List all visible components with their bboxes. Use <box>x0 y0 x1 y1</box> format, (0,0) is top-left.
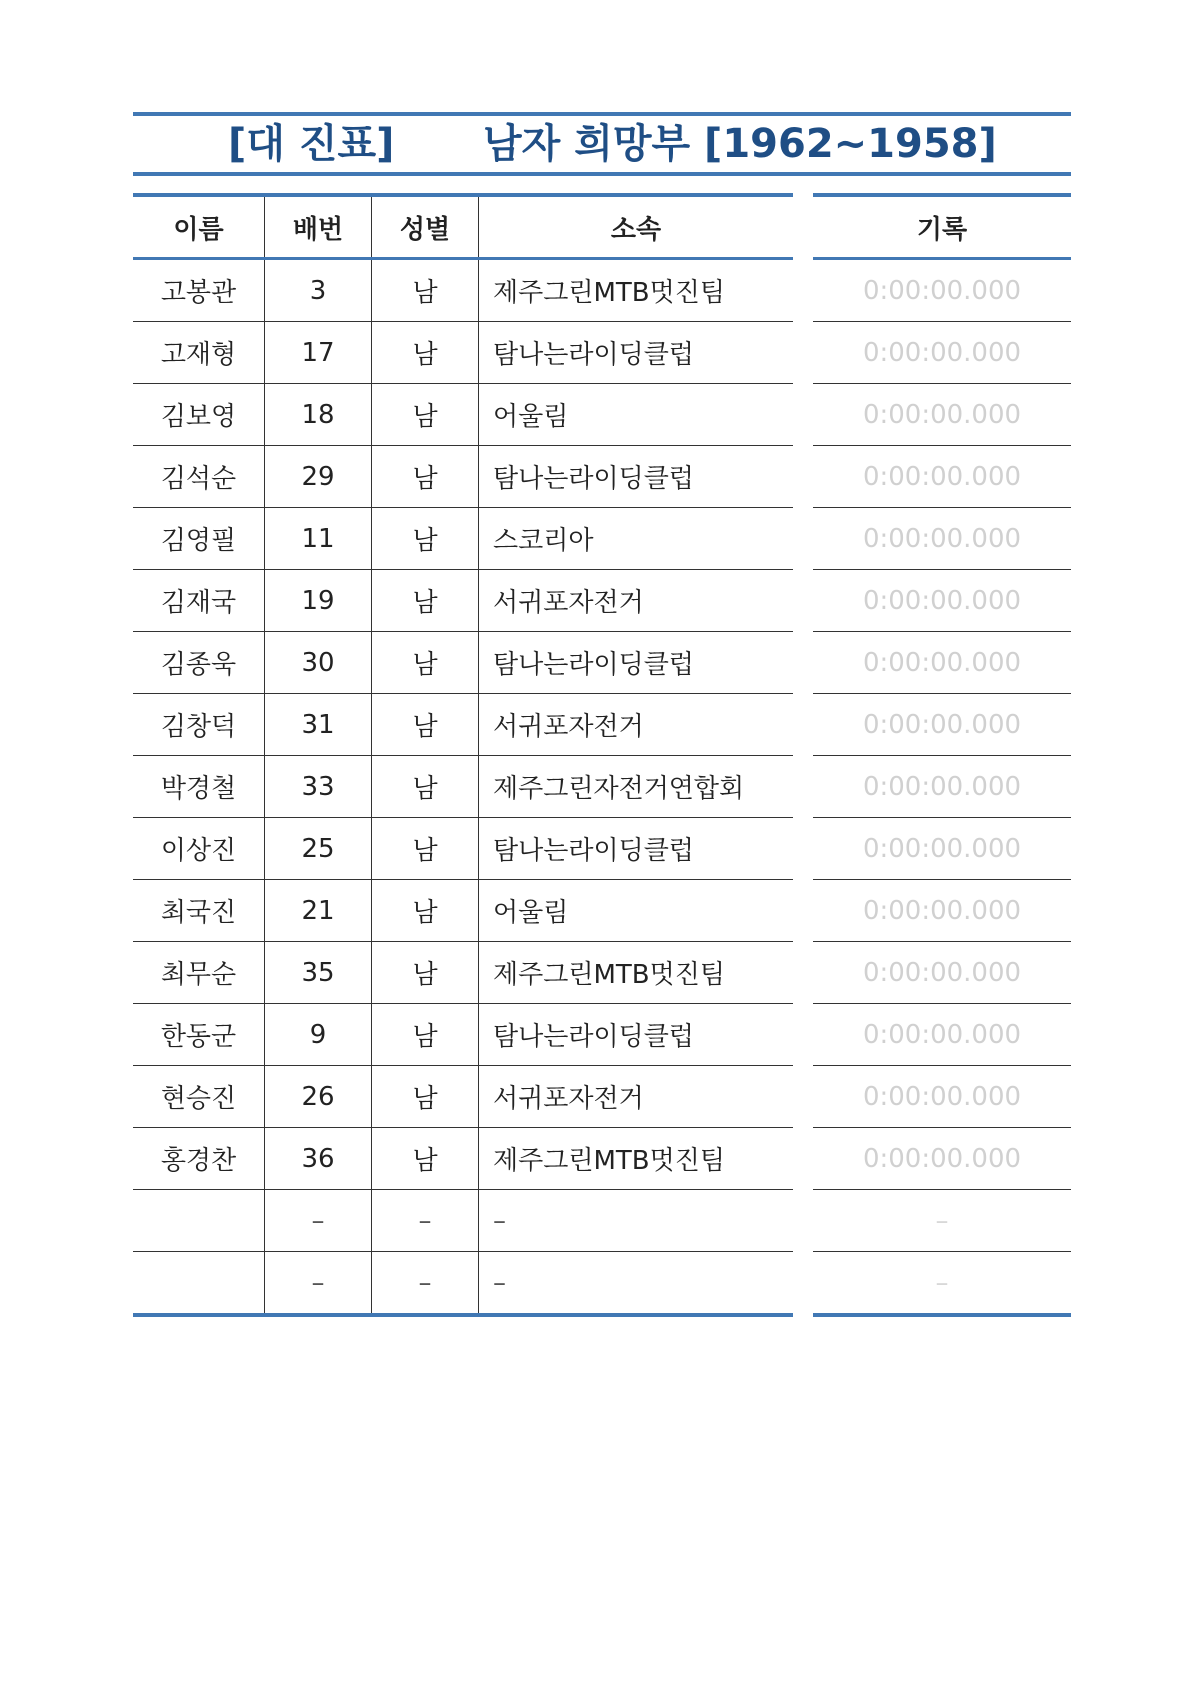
record-row <box>813 259 1071 322</box>
entry-table-header <box>133 195 793 259</box>
cell-record: 0:00:00.000 <box>862 585 1022 616</box>
cell-bib: 30 <box>265 632 372 694</box>
cell-club: 탐나는라이딩클럽 <box>493 340 694 370</box>
cell-record: 0:00:00.000 <box>862 337 1022 368</box>
cell-record: 0:00:00.000 <box>862 461 1022 492</box>
cell-record: 0:00:00.000 <box>862 1019 1022 1050</box>
cell-bib: 33 <box>265 756 372 818</box>
cell-bib: 35 <box>265 942 372 1004</box>
record-row <box>813 1190 1071 1252</box>
cell-bib: 17 <box>265 322 372 384</box>
cell-bib: – <box>265 1190 372 1252</box>
cell-sex: – <box>372 1252 479 1316</box>
record-row <box>813 1004 1071 1066</box>
cell-record: 0:00:00.000 <box>862 647 1022 678</box>
cell-name: 박경철 <box>133 756 265 818</box>
cell-sex: 남 <box>372 880 479 942</box>
cell-club: 스코리아 <box>493 526 594 556</box>
cell-record: 0:00:00.000 <box>862 1081 1022 1112</box>
cell-club: 서귀포자전거 <box>493 1084 644 1114</box>
cell-bib: 26 <box>265 1066 372 1128</box>
record-row <box>813 446 1071 508</box>
cell-club: 제주그린MTB멋진팀 <box>493 960 725 990</box>
table-row <box>133 508 793 570</box>
cell-bib: 18 <box>265 384 372 446</box>
cell-record: 0:00:00.000 <box>862 895 1022 926</box>
cell-sex: 남 <box>372 942 479 1004</box>
cell-club: 어울림 <box>493 402 569 432</box>
cell-name: 홍경찬 <box>133 1128 265 1190</box>
record-row <box>813 322 1071 384</box>
cell-name <box>133 1190 265 1252</box>
cell-record: 0:00:00.000 <box>862 1143 1022 1174</box>
cell-name: 최국진 <box>133 880 265 942</box>
record-row <box>813 1128 1071 1190</box>
table-row <box>133 632 793 694</box>
cell-club: 어울림 <box>493 898 569 928</box>
cell-sex: 남 <box>372 322 479 384</box>
header-bib: 배번 <box>265 195 372 259</box>
cell-club: 탐나는라이딩클럽 <box>493 836 694 866</box>
table-row <box>133 1252 793 1316</box>
table-row <box>133 818 793 880</box>
title-bracket: [대 진표] <box>228 121 395 167</box>
cell-sex: 남 <box>372 632 479 694</box>
table-row <box>133 1004 793 1066</box>
table-row <box>133 570 793 632</box>
cell-sex: 남 <box>372 694 479 756</box>
cell-club: – <box>493 1267 506 1298</box>
cell-bib: 29 <box>265 446 372 508</box>
cell-record: 0:00:00.000 <box>862 709 1022 740</box>
cell-record: – <box>935 1267 949 1298</box>
cell-bib: 36 <box>265 1128 372 1190</box>
record-row <box>813 384 1071 446</box>
cell-name: 고재형 <box>133 322 265 384</box>
cell-sex: 남 <box>372 1128 479 1190</box>
record-row <box>813 818 1071 880</box>
table-row <box>133 756 793 818</box>
cell-sex: 남 <box>372 570 479 632</box>
cell-club: – <box>493 1205 506 1236</box>
cell-club: 제주그린MTB멋진팀 <box>493 1146 725 1176</box>
cell-name: 최무순 <box>133 942 265 1004</box>
cell-name: 김영필 <box>133 508 265 570</box>
record-row <box>813 756 1071 818</box>
entry-table <box>133 193 793 1317</box>
cell-name: 현승진 <box>133 1066 265 1128</box>
table-row <box>133 1066 793 1128</box>
header-name: 이름 <box>133 195 265 259</box>
table-row <box>133 259 793 322</box>
table-row <box>133 1128 793 1190</box>
cell-sex: 남 <box>372 756 479 818</box>
cell-bib: 31 <box>265 694 372 756</box>
cell-sex: – <box>372 1190 479 1252</box>
cell-club: 탐나는라이딩클럽 <box>493 650 694 680</box>
cell-club: 제주그린자전거연합회 <box>493 774 745 804</box>
record-row <box>813 694 1071 756</box>
cell-club: 서귀포자전거 <box>493 712 644 742</box>
cell-name: 고봉관 <box>133 259 265 322</box>
table-row <box>133 694 793 756</box>
record-row <box>813 632 1071 694</box>
cell-sex: 남 <box>372 508 479 570</box>
record-row <box>813 570 1071 632</box>
record-row <box>813 1066 1071 1128</box>
cell-name: 김보영 <box>133 384 265 446</box>
cell-club: 서귀포자전거 <box>493 588 644 618</box>
table-row <box>133 384 793 446</box>
record-table <box>813 193 1071 1317</box>
header-club: 소속 <box>610 214 662 245</box>
cell-bib: 21 <box>265 880 372 942</box>
cell-bib: 9 <box>265 1004 372 1066</box>
cell-record: 0:00:00.000 <box>862 957 1022 988</box>
cell-bib: – <box>265 1252 372 1316</box>
title-division: 남자 희망부 [1962~1958] <box>483 121 997 167</box>
cell-record: 0:00:00.000 <box>862 523 1022 554</box>
record-row <box>813 880 1071 942</box>
cell-bib: 11 <box>265 508 372 570</box>
cell-record: 0:00:00.000 <box>862 833 1022 864</box>
cell-record: 0:00:00.000 <box>862 275 1022 306</box>
table-row <box>133 880 793 942</box>
record-row <box>813 942 1071 1004</box>
cell-sex: 남 <box>372 1066 479 1128</box>
cell-sex: 남 <box>372 446 479 508</box>
cell-sex: 남 <box>372 259 479 322</box>
cell-sex: 남 <box>372 384 479 446</box>
cell-club: 제주그린MTB멋진팀 <box>493 278 725 308</box>
title-bar <box>133 112 1071 176</box>
cell-sex: 남 <box>372 818 479 880</box>
cell-bib: 25 <box>265 818 372 880</box>
header-sex: 성별 <box>372 195 479 259</box>
cell-record: 0:00:00.000 <box>862 771 1022 802</box>
table-row <box>133 446 793 508</box>
cell-record: 0:00:00.000 <box>862 399 1022 430</box>
header-record: 기록 <box>916 214 968 245</box>
cell-name: 이상진 <box>133 818 265 880</box>
cell-sex: 남 <box>372 1004 479 1066</box>
cell-bib: 3 <box>265 259 372 322</box>
cell-record: – <box>935 1205 949 1236</box>
cell-name: 김재국 <box>133 570 265 632</box>
cell-bib: 19 <box>265 570 372 632</box>
record-row <box>813 508 1071 570</box>
cell-club: 탐나는라이딩클럽 <box>493 1022 694 1052</box>
cell-name: 김창덕 <box>133 694 265 756</box>
cell-name <box>133 1252 265 1316</box>
table-row <box>133 322 793 384</box>
record-table-header <box>813 195 1071 259</box>
table-row <box>133 1190 793 1252</box>
record-row <box>813 1252 1071 1316</box>
cell-name: 한동군 <box>133 1004 265 1066</box>
cell-name: 김종욱 <box>133 632 265 694</box>
cell-name: 김석순 <box>133 446 265 508</box>
table-row <box>133 942 793 1004</box>
cell-club: 탐나는라이딩클럽 <box>493 464 694 494</box>
